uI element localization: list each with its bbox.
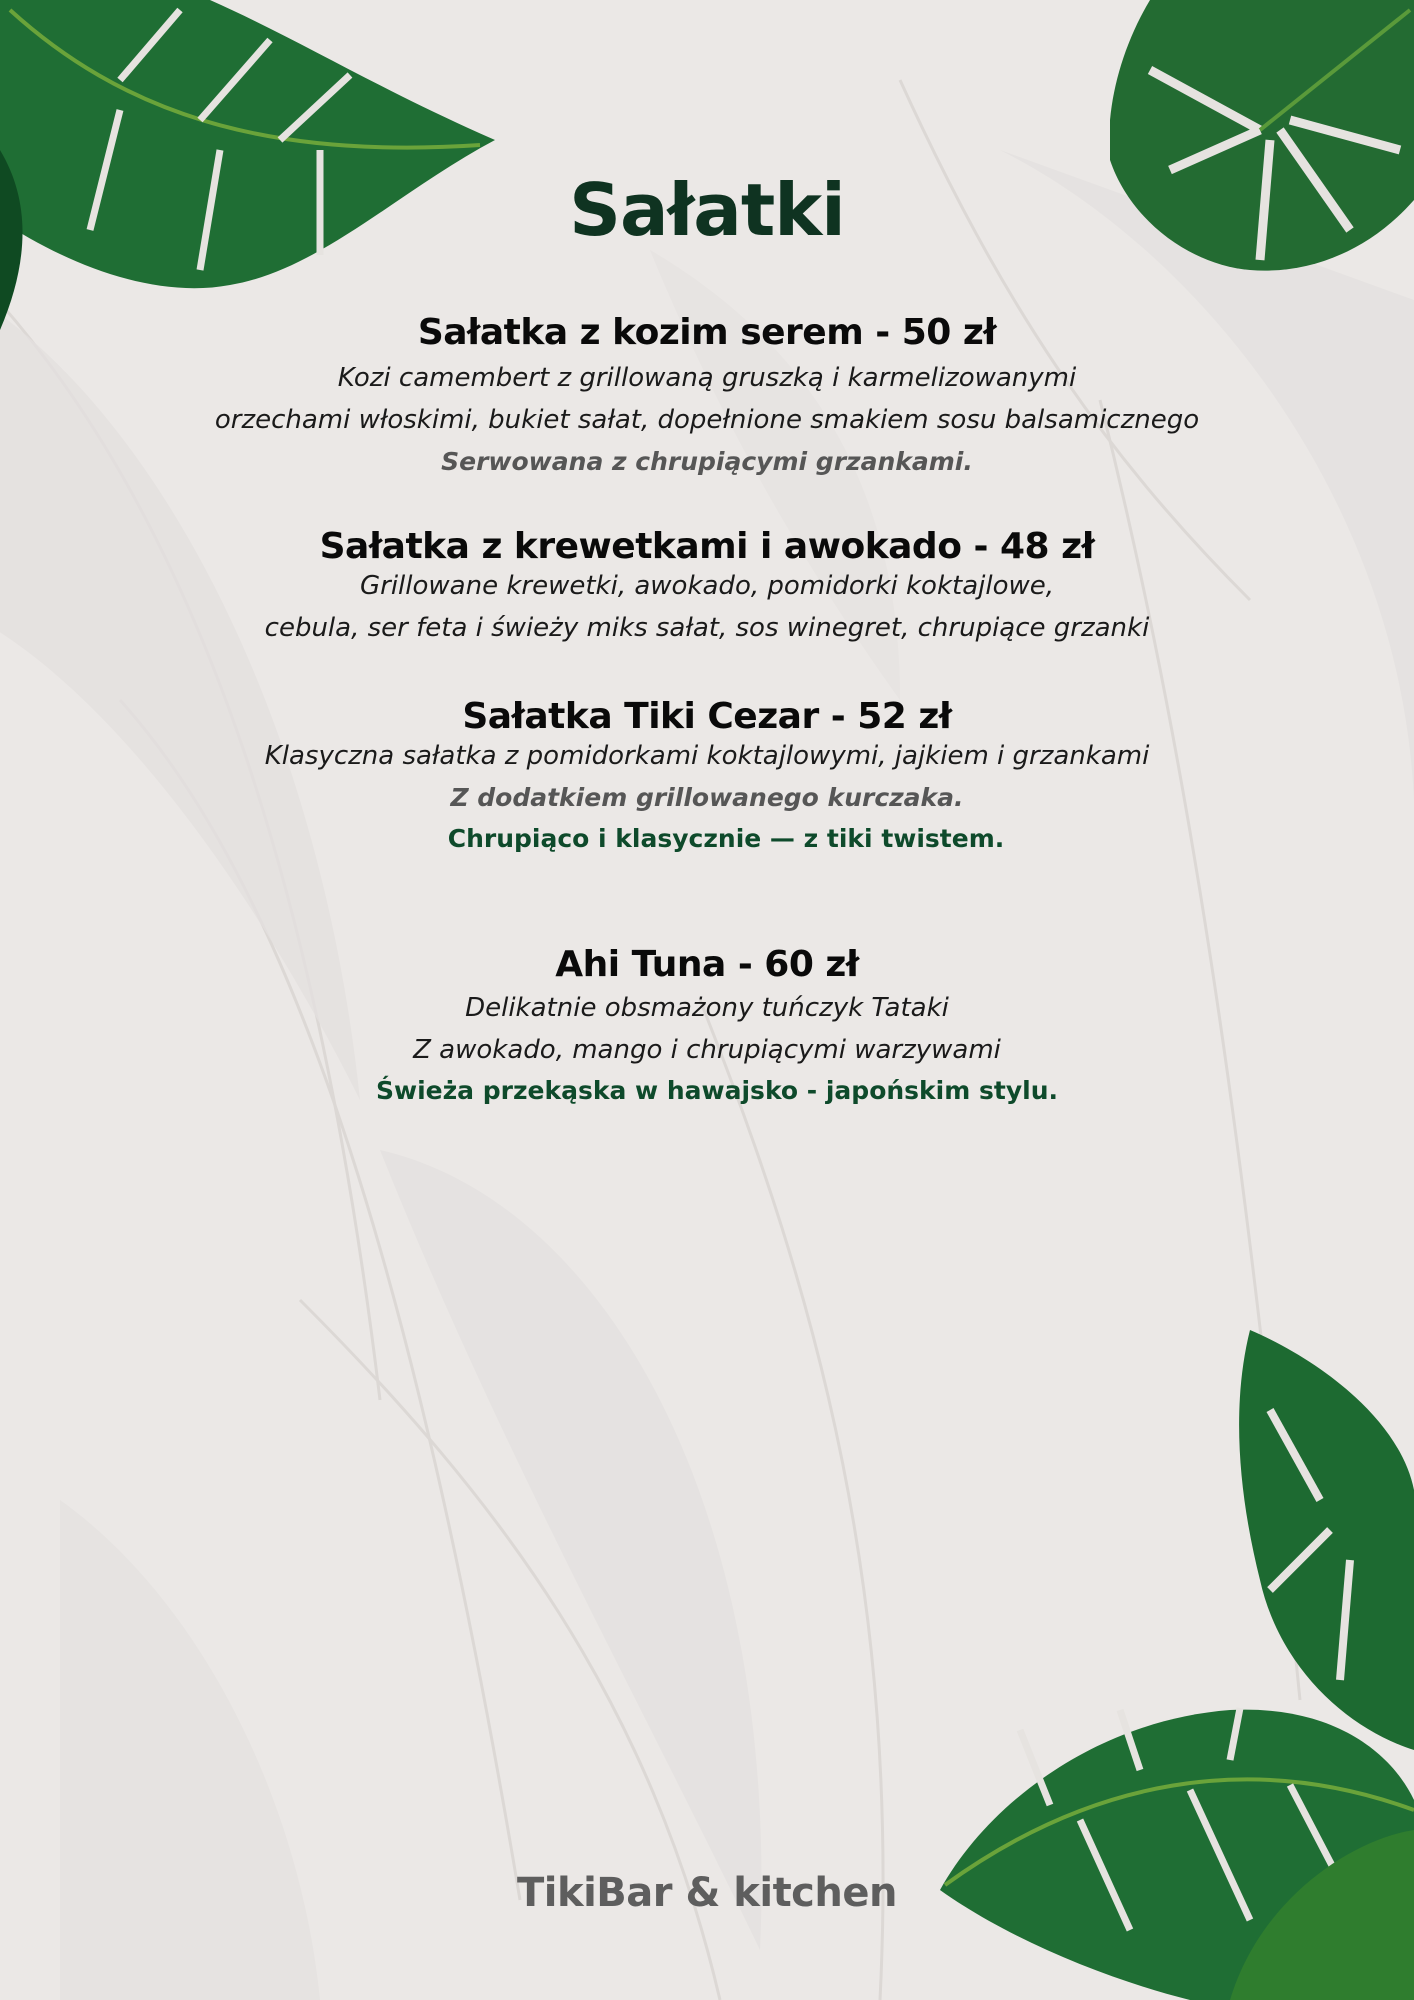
page-title: Sałatki bbox=[569, 168, 845, 252]
menu-item-note: Z dodatkiem grillowanego kurczaka. bbox=[450, 783, 964, 812]
menu-item-note: Serwowana z chrupiącymi grzankami. bbox=[441, 447, 973, 476]
menu-item-tagline: Chrupiąco i klasycznie — z tiki twistem. bbox=[447, 824, 1005, 853]
menu-item-name: Sałatka z kozim serem - 50 zł bbox=[417, 312, 997, 353]
menu-item bbox=[0, 696, 1414, 859]
menu-item-tagline: Świeża przekąska w hawajsko - japońskim stylu. bbox=[376, 1076, 1058, 1105]
menu-item bbox=[0, 944, 1414, 1111]
brand-footer: TikiBar & kitchen bbox=[517, 1870, 897, 1916]
menu-item-description: Z awokado, mango i chrupiącymi warzywami bbox=[413, 1035, 1001, 1065]
menu-item bbox=[0, 312, 1414, 483]
menu-item-description: Grillowane krewetki, awokado, pomidorki koktajlowe, bbox=[359, 571, 1055, 601]
menu-item-name: Sałatka Tiki Cezar - 52 zł bbox=[462, 696, 952, 737]
menu-item-description: cebula, ser feta i świeży miks sałat, sos winegret, chrupiące grzanki bbox=[264, 613, 1150, 643]
menu-item bbox=[0, 526, 1414, 649]
menu-item-description: orzechami włoskimi, bukiet sałat, dopełnione smakiem sosu balsamicznego bbox=[214, 405, 1200, 435]
menu-item-description: Kozi camembert z grillowaną gruszką i karmelizowanymi bbox=[337, 363, 1077, 393]
menu-item-description: Klasyczna sałatka z pomidorkami koktajlowymi, jajkiem i grzankami bbox=[264, 741, 1150, 771]
menu-item-name: Ahi Tuna - 60 zł bbox=[555, 944, 859, 985]
menu-item-name: Sałatka z krewetkami i awokado - 48 zł bbox=[319, 526, 1095, 567]
menu-item-description: Delikatnie obsmażony tuńczyk Tataki bbox=[465, 993, 949, 1023]
